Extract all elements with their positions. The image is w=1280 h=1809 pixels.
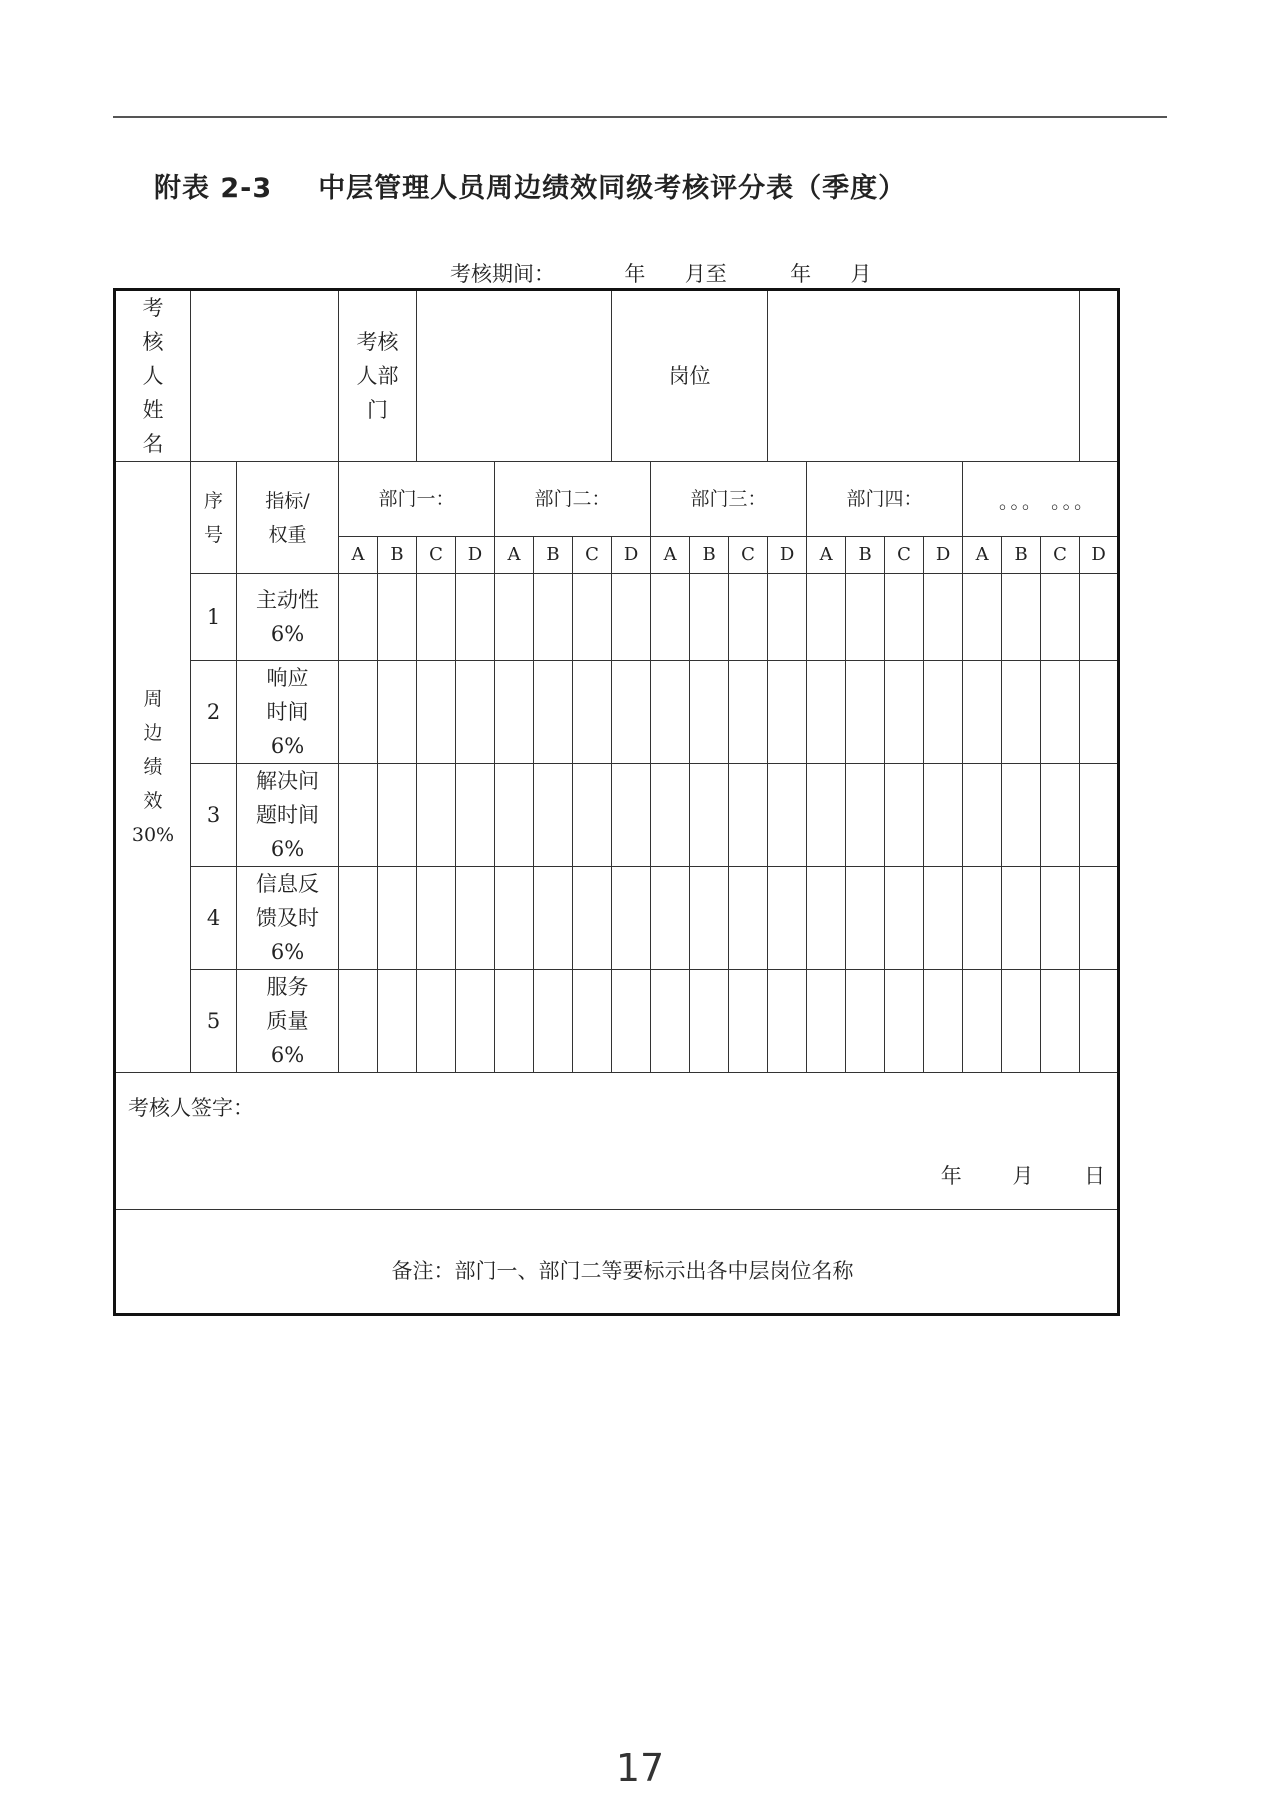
grade-header: B <box>534 537 573 574</box>
score-cell[interactable] <box>339 970 378 1073</box>
score-cell[interactable] <box>612 970 651 1073</box>
category-weight: 30% <box>131 824 175 846</box>
item-seq: 5 <box>191 970 237 1073</box>
score-cell[interactable] <box>651 661 690 764</box>
dept-2-header: 部门二： <box>495 462 651 537</box>
score-cell[interactable] <box>495 574 534 661</box>
score-cell[interactable] <box>924 661 963 764</box>
score-cell[interactable] <box>768 574 807 661</box>
score-cell[interactable] <box>651 574 690 661</box>
header-row <box>115 290 1119 462</box>
score-cell[interactable] <box>495 764 534 867</box>
dept-4-header: 部门四： <box>807 462 963 537</box>
grade-header: C <box>417 537 456 574</box>
score-cell[interactable] <box>1080 867 1119 970</box>
score-cell[interactable] <box>1080 970 1119 1073</box>
score-cell[interactable] <box>339 661 378 764</box>
sign-month: 月 <box>1012 1164 1034 1188</box>
period-label: 考核期间： <box>450 262 555 286</box>
note-text: 备注：部门一、部门二等要标示出各中层岗位名称 <box>391 1258 854 1283</box>
item-seq: 2 <box>191 661 237 764</box>
item-seq: 3 <box>191 764 237 867</box>
score-cell[interactable] <box>924 970 963 1073</box>
score-cell[interactable] <box>885 970 924 1073</box>
grade-header: A <box>963 537 1002 574</box>
score-cell[interactable] <box>1080 661 1119 764</box>
score-cell[interactable] <box>690 574 729 661</box>
score-cell[interactable] <box>846 970 885 1073</box>
score-cell[interactable] <box>1041 574 1080 661</box>
score-cell[interactable] <box>885 661 924 764</box>
score-cell[interactable] <box>339 764 378 867</box>
score-cell[interactable] <box>1002 764 1041 867</box>
grade-header: B <box>846 537 885 574</box>
score-cell[interactable] <box>1080 764 1119 867</box>
grade-header: A <box>807 537 846 574</box>
score-cell[interactable] <box>768 867 807 970</box>
score-cell[interactable] <box>495 970 534 1073</box>
score-cell[interactable] <box>729 574 768 661</box>
score-cell[interactable] <box>612 661 651 764</box>
signature-cell[interactable] <box>115 1073 1119 1210</box>
item-indicator: 信息反馈及时 6% <box>237 867 339 970</box>
top-rule <box>113 116 1167 118</box>
score-cell[interactable] <box>885 867 924 970</box>
score-cell[interactable] <box>1041 661 1080 764</box>
score-cell[interactable] <box>846 661 885 764</box>
score-cell[interactable] <box>729 661 768 764</box>
score-cell[interactable] <box>963 867 1002 970</box>
score-cell[interactable] <box>378 574 417 661</box>
score-cell[interactable] <box>417 867 456 970</box>
score-cell[interactable] <box>690 867 729 970</box>
signature-label: 考核人签字： <box>128 1096 254 1120</box>
period-year2: 年 <box>790 262 812 286</box>
score-cell[interactable] <box>768 661 807 764</box>
score-cell[interactable] <box>1041 970 1080 1073</box>
score-cell[interactable] <box>924 867 963 970</box>
score-cell[interactable] <box>495 661 534 764</box>
score-cell[interactable] <box>534 867 573 970</box>
score-cell[interactable] <box>1002 867 1041 970</box>
dept-more-header: 。。。 。。。 <box>963 462 1119 537</box>
indicator-header: 指标/权重 <box>237 462 339 574</box>
score-cell[interactable] <box>456 867 495 970</box>
assessor-name-label: 考核人姓名 <box>115 290 191 462</box>
score-cell[interactable] <box>339 574 378 661</box>
score-cell[interactable] <box>651 867 690 970</box>
grade-header: A <box>651 537 690 574</box>
item-row-1 <box>115 574 1119 661</box>
assessment-period <box>450 258 872 288</box>
score-cell[interactable] <box>456 764 495 867</box>
grade-header: C <box>573 537 612 574</box>
item-row-3 <box>115 764 1119 867</box>
score-cell[interactable] <box>807 867 846 970</box>
score-cell[interactable] <box>378 661 417 764</box>
score-cell[interactable] <box>495 867 534 970</box>
assessor-dept-field[interactable] <box>417 290 612 462</box>
page-title <box>154 166 906 205</box>
signature-row <box>115 1073 1119 1210</box>
score-cell[interactable] <box>1041 867 1080 970</box>
item-row-4 <box>115 867 1119 970</box>
score-cell[interactable] <box>729 970 768 1073</box>
position-field[interactable] <box>768 290 1080 462</box>
period-month2: 月 <box>850 262 872 286</box>
grade-header: D <box>456 537 495 574</box>
score-cell[interactable] <box>846 574 885 661</box>
score-cell[interactable] <box>963 574 1002 661</box>
score-cell[interactable] <box>924 574 963 661</box>
item-indicator: 服务质量 6% <box>237 970 339 1073</box>
score-cell[interactable] <box>924 764 963 867</box>
score-cell[interactable] <box>885 574 924 661</box>
item-indicator: 响应时间 6% <box>237 661 339 764</box>
page-number: 17 <box>615 1746 665 1790</box>
grade-header: A <box>495 537 534 574</box>
signature-date <box>897 1159 1105 1193</box>
score-cell[interactable] <box>885 764 924 867</box>
category-name: 周边绩效 <box>143 688 163 812</box>
grade-header: D <box>1080 537 1119 574</box>
score-cell[interactable] <box>534 574 573 661</box>
score-cell[interactable] <box>690 661 729 764</box>
period-year1: 年 <box>624 262 646 286</box>
score-cell[interactable] <box>807 970 846 1073</box>
score-cell[interactable] <box>573 574 612 661</box>
score-cell[interactable] <box>807 661 846 764</box>
score-cell[interactable] <box>417 970 456 1073</box>
grade-header: B <box>690 537 729 574</box>
assessor-dept-label: 考核人部门 <box>339 290 417 462</box>
score-cell[interactable] <box>651 764 690 867</box>
position-label: 岗位 <box>612 290 768 462</box>
score-cell[interactable] <box>729 764 768 867</box>
department-row <box>115 462 1119 537</box>
category-cell <box>115 462 191 1073</box>
assessor-name-field[interactable] <box>191 290 339 462</box>
score-cell[interactable] <box>612 867 651 970</box>
score-cell[interactable] <box>456 661 495 764</box>
score-cell[interactable] <box>690 970 729 1073</box>
grade-header: D <box>612 537 651 574</box>
grade-header: B <box>378 537 417 574</box>
score-cell[interactable] <box>963 970 1002 1073</box>
grade-header: B <box>1002 537 1041 574</box>
item-indicator: 主动性 6% <box>237 574 339 661</box>
score-cell[interactable] <box>417 764 456 867</box>
title-text: 中层管理人员周边绩效同级考核评分表（季度） <box>318 173 907 204</box>
item-seq: 4 <box>191 867 237 970</box>
dept-3-header: 部门三： <box>651 462 807 537</box>
item-row-2 <box>115 661 1119 764</box>
sign-year: 年 <box>940 1164 962 1188</box>
score-cell[interactable] <box>807 764 846 867</box>
item-row-5 <box>115 970 1119 1073</box>
score-cell[interactable] <box>612 764 651 867</box>
score-cell[interactable] <box>339 867 378 970</box>
dept-1-header: 部门一： <box>339 462 495 537</box>
score-cell[interactable] <box>573 970 612 1073</box>
score-cell[interactable] <box>378 764 417 867</box>
score-cell[interactable] <box>573 764 612 867</box>
score-cell[interactable] <box>690 764 729 867</box>
score-cell[interactable] <box>612 574 651 661</box>
evaluation-table <box>113 288 1120 1316</box>
grade-header: C <box>885 537 924 574</box>
score-cell[interactable] <box>1002 970 1041 1073</box>
score-cell[interactable] <box>963 661 1002 764</box>
score-cell[interactable] <box>846 764 885 867</box>
grade-header: D <box>768 537 807 574</box>
score-cell[interactable] <box>573 661 612 764</box>
score-cell[interactable] <box>534 764 573 867</box>
grade-header: C <box>729 537 768 574</box>
score-cell[interactable] <box>1002 574 1041 661</box>
item-indicator: 解决问题时间 6% <box>237 764 339 867</box>
score-cell[interactable] <box>378 970 417 1073</box>
seq-header: 序号 <box>191 462 237 574</box>
sign-day: 日 <box>1084 1164 1106 1188</box>
grade-header: C <box>1041 537 1080 574</box>
note-row <box>115 1210 1119 1315</box>
note-cell <box>115 1210 1119 1315</box>
score-cell[interactable] <box>456 574 495 661</box>
score-cell[interactable] <box>1041 764 1080 867</box>
score-cell[interactable] <box>963 764 1002 867</box>
score-cell[interactable] <box>846 867 885 970</box>
score-cell[interactable] <box>807 574 846 661</box>
score-cell[interactable] <box>534 970 573 1073</box>
period-month-to: 月至 <box>684 262 727 286</box>
score-cell[interactable] <box>651 970 690 1073</box>
score-cell[interactable] <box>729 867 768 970</box>
score-cell[interactable] <box>1002 661 1041 764</box>
score-cell[interactable] <box>768 970 807 1073</box>
score-cell[interactable] <box>534 661 573 764</box>
title-code: 附表 2-3 <box>154 173 273 204</box>
score-cell[interactable] <box>768 764 807 867</box>
score-cell[interactable] <box>1080 574 1119 661</box>
grade-header: A <box>339 537 378 574</box>
item-seq: 1 <box>191 574 237 661</box>
score-cell[interactable] <box>417 574 456 661</box>
score-cell[interactable] <box>573 867 612 970</box>
score-cell[interactable] <box>378 867 417 970</box>
grade-header: D <box>924 537 963 574</box>
score-cell[interactable] <box>417 661 456 764</box>
score-cell[interactable] <box>456 970 495 1073</box>
